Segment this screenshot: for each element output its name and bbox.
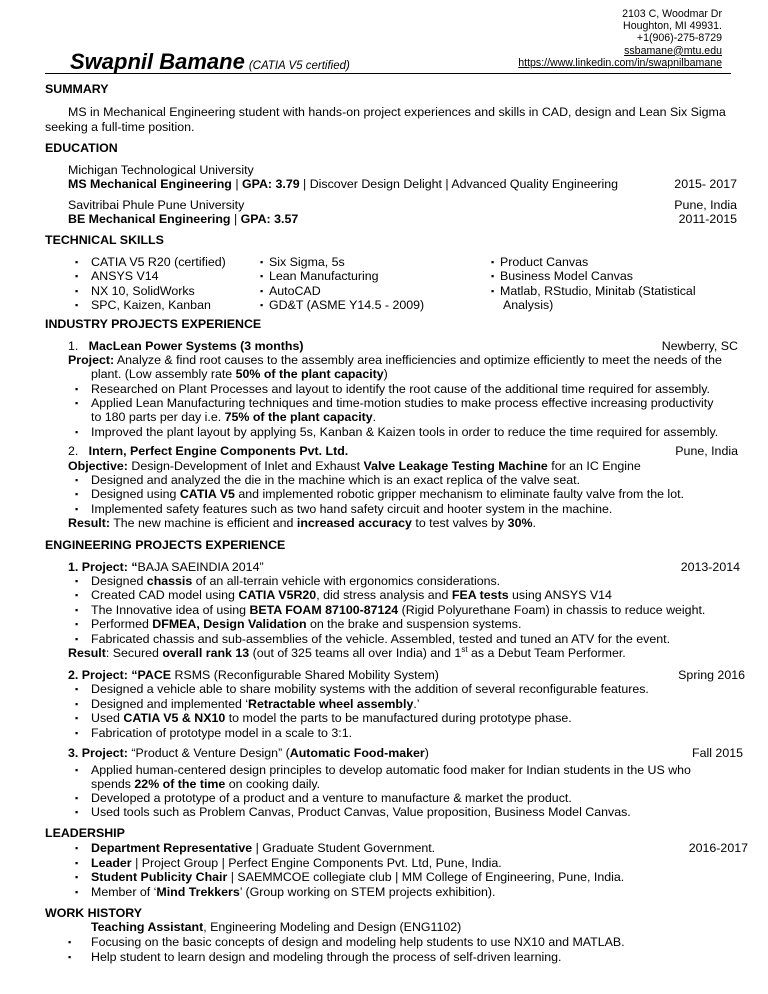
- leadership-heading: LEADERSHIP: [45, 826, 125, 840]
- email-link[interactable]: ssbamane@mtu.edu: [624, 44, 722, 57]
- skill-item: Matlab, RStudio, Minitab (Statistical: [500, 284, 696, 298]
- bullet: ▪: [75, 765, 79, 775]
- text: | Graduate Student Government.: [252, 841, 436, 855]
- text: using ANSYS V14: [508, 588, 612, 602]
- highlight: Teaching Assistant: [91, 920, 204, 934]
- bullet: ▪: [75, 427, 79, 437]
- list-item: Applied Lean Manufacturing techniques and time-motion studies to make process effective increasing productivity: [91, 396, 714, 410]
- skills-heading: TECHNICAL SKILLS: [45, 233, 164, 247]
- highlight: PACE: [137, 668, 172, 682]
- text: for an IC Engine: [547, 459, 641, 473]
- text: : Secured: [105, 646, 163, 660]
- text: Used: [91, 711, 124, 725]
- project-result: [68, 646, 626, 660]
- list-item: Developed a prototype of a product and a venture to manufacture & market the product.: [91, 791, 572, 805]
- label: Objective:: [68, 459, 128, 473]
- highlight: 50% of the plant capacity: [235, 367, 384, 381]
- highlight: BETA FOAM 87100-87124: [249, 603, 399, 617]
- bullet: ▪: [75, 384, 79, 394]
- contact-block: [518, 8, 722, 69]
- highlight: 22% of the time: [134, 777, 226, 791]
- be-sep: |: [230, 212, 241, 226]
- text: .’: [413, 697, 420, 711]
- list-item: [91, 841, 435, 855]
- project-result: [68, 516, 536, 530]
- engineering-project-2-title: [68, 668, 439, 682]
- be-location: Pune, India: [674, 198, 737, 212]
- text: The Innovative idea of using: [91, 603, 250, 617]
- skill-item: NX 10, SolidWorks: [91, 284, 195, 298]
- bullet: ▪: [68, 937, 72, 947]
- list-item: Implemented safety features such as two hand safety circuit and hooter system in the machine.: [91, 502, 613, 516]
- certification: (CATIA V5 certified): [248, 60, 350, 72]
- text: Performed: [91, 617, 153, 631]
- text: to test valves by: [411, 516, 508, 530]
- text: Member of ‘: [91, 885, 157, 899]
- ms-gpa: GPA: 3.79: [241, 177, 300, 191]
- summary-line-2: seeking a full-time position.: [45, 120, 195, 134]
- bullet: ▪: [75, 872, 79, 882]
- highlight: chassis: [146, 574, 193, 588]
- list-item: Used tools such as Problem Canvas, Product Canvas, Value proposition, Business Model Canvas.: [91, 805, 631, 819]
- engineering-project-1-title: [68, 560, 264, 574]
- header-divider: [45, 73, 731, 74]
- bullet: ▪: [75, 590, 79, 600]
- text: and implemented robotic gripper mechanism to eliminate faulty valve from the lot.: [234, 487, 684, 501]
- highlight: CATIA V5R20: [238, 588, 317, 602]
- list-item: [91, 617, 521, 631]
- project-location: Pune, India: [675, 444, 738, 458]
- skill-item: SPC, Kaizen, Kanban: [91, 298, 211, 312]
- ms-school: Michigan Technological University: [68, 163, 254, 177]
- bullet: ▪: [260, 286, 264, 296]
- title: “Product & Venture Design” (: [127, 746, 290, 760]
- highlight: Mind Trekkers: [156, 885, 240, 899]
- summary-heading: SUMMARY: [45, 82, 109, 96]
- title: BAJA SAEINDIA 2014”: [137, 560, 264, 574]
- skill-item: Analysis): [503, 298, 554, 312]
- highlight: overall rank 13: [162, 646, 250, 660]
- bullet: ▪: [75, 475, 79, 485]
- work-history-heading: WORK HISTORY: [45, 906, 143, 920]
- list-item: Designed a vehicle able to share mobility systems with the addition of several reconfigurable features.: [91, 682, 649, 696]
- bullet: ▪: [491, 286, 495, 296]
- bullet: ▪: [75, 684, 79, 694]
- project-years: Spring 2016: [678, 668, 745, 682]
- list-item: [91, 856, 502, 870]
- text: .: [532, 516, 536, 530]
- highlight: 75% of the plant capacity: [224, 410, 373, 424]
- ms-degree: MS Mechanical Engineering: [68, 177, 232, 191]
- leadership-years: 2016-2017: [688, 841, 748, 855]
- industry-project-2-title: [68, 444, 348, 458]
- text: of an all-terrain vehicle with ergonomics considerations.: [192, 574, 501, 588]
- label: Result:: [68, 516, 110, 530]
- job-title: [91, 920, 461, 934]
- be-gpa: GPA: 3.57: [240, 212, 299, 226]
- list-item: [91, 870, 624, 884]
- bullet: ▪: [260, 257, 264, 267]
- text: to model the parts to be manufactured during prototype phase.: [225, 711, 572, 725]
- skill-item: Lean Manufacturing: [269, 269, 379, 283]
- bullet: ▪: [75, 286, 79, 296]
- highlight: Department Representative: [91, 841, 253, 855]
- project-number: 2.: [68, 444, 79, 458]
- project-years: 2013-2014: [680, 560, 740, 574]
- list-item: [91, 487, 684, 501]
- highlight: increased accuracy: [296, 516, 412, 530]
- list-item: [91, 574, 500, 588]
- linkedin-link[interactable]: https://www.linkedin.com/in/swapnilbamane: [518, 56, 722, 69]
- bullet: ▪: [75, 398, 79, 408]
- highlight: CATIA V5 & NX10: [123, 711, 226, 725]
- list-item: [91, 588, 612, 602]
- label: 3. Project:: [68, 746, 128, 760]
- be-degree: BE Mechanical Engineering: [68, 212, 231, 226]
- title: ): [424, 746, 429, 760]
- summary-line-1: MS in Mechanical Engineering student with hands-on project experiences and skills in CAD, design and Lean Six Sigma: [68, 105, 726, 119]
- list-item: Fabricated chassis and sub-assemblies of the vehicle. Assembled, tested and tuned an ATV for the event.: [91, 632, 671, 646]
- text: .: [372, 410, 377, 424]
- bullet: ▪: [75, 699, 79, 709]
- text: Design-Development of Inlet and Exhaust: [127, 459, 364, 473]
- text: on the brake and suspension systems.: [306, 617, 522, 631]
- text: Designed using: [91, 487, 180, 501]
- label: 1. Project: “: [68, 560, 138, 574]
- list-item: [91, 885, 495, 899]
- text: | SAEMMCOE collegiate club | MM College of Engineering, Pune, India.: [227, 870, 625, 884]
- be-years: 2011-2015: [678, 212, 737, 226]
- ms-sep: |: [231, 177, 242, 191]
- address-line-1: 2103 C, Woodmar Dr: [622, 8, 722, 20]
- bullet: ▪: [260, 300, 264, 310]
- be-degree-line: [68, 212, 298, 226]
- skill-item: CATIA V5 R20 (certified): [91, 255, 226, 269]
- text: Designed: [91, 574, 147, 588]
- text: , Engineering Modeling and Design (ENG1102): [203, 920, 462, 934]
- title: RSMS (Reconfigurable Shared Mobility System): [171, 668, 439, 682]
- text: on cooking daily.: [225, 777, 321, 791]
- education-heading: EDUCATION: [45, 141, 118, 155]
- highlight: FEA tests: [451, 588, 509, 602]
- bullet: ▪: [75, 728, 79, 738]
- bullet: ▪: [75, 858, 79, 868]
- label: Result: [68, 646, 106, 660]
- text: Created CAD model using: [91, 588, 239, 602]
- industry-heading: INDUSTRY PROJECTS EXPERIENCE: [45, 317, 262, 331]
- list-item-cont: [91, 410, 376, 424]
- project-years: Fall 2015: [692, 746, 743, 760]
- text: as a Debut Team Performer.: [467, 646, 626, 660]
- bullet: ▪: [68, 952, 72, 962]
- company: MacLean Power Systems (3 months): [88, 339, 304, 353]
- bullet: ▪: [75, 619, 79, 629]
- text: | Project Group | Perfect Engine Components Pvt. Ltd, Pune, India.: [131, 856, 502, 870]
- skill-item: AutoCAD: [269, 284, 321, 298]
- text: (Rigid Polyurethane Foam) in chassis to reduce weight.: [398, 603, 706, 617]
- highlight: Valve Leakage Testing Machine: [363, 459, 548, 473]
- superscript: st: [461, 644, 468, 654]
- highlight: CATIA V5: [179, 487, 235, 501]
- industry-project-1-title: [68, 339, 304, 353]
- highlight: Leader: [91, 856, 132, 870]
- list-item: [91, 697, 420, 711]
- engineering-project-3-title: [68, 746, 429, 760]
- text: plant. (Low assembly rate: [91, 367, 236, 381]
- text: Analyze & find root causes to the assembly area inefficiencies and optimize efficiently to meet the needs of the: [114, 353, 722, 367]
- bullet: ▪: [75, 887, 79, 897]
- list-item: Designed and analyzed the die in the machine which is an exact replica of the valve seat.: [91, 473, 581, 487]
- list-item: Applied human-centered design principles to develop automatic food maker for Indian students in the US who: [91, 763, 691, 777]
- text: The new machine is efficient and: [110, 516, 297, 530]
- bullet: ▪: [75, 634, 79, 644]
- list-item: [91, 603, 705, 617]
- bullet: ▪: [75, 713, 79, 723]
- address-line-2: Houghton, MI 49931.: [623, 20, 722, 33]
- ms-years: 2015- 2017: [674, 177, 737, 191]
- label: 2. Project: “: [68, 668, 138, 682]
- ms-degree-line: [68, 177, 618, 191]
- bullet: ▪: [75, 489, 79, 499]
- text: Designed and implemented ‘: [91, 697, 249, 711]
- engineering-heading: ENGINEERING PROJECTS EXPERIENCE: [45, 538, 286, 552]
- list-item: Fabrication of prototype model in a scale to 3:1.: [91, 726, 353, 740]
- company: Intern, Perfect Engine Components Pvt. Ltd.: [88, 444, 349, 458]
- text: , did stress analysis and: [316, 588, 452, 602]
- bullet: ▪: [75, 504, 79, 514]
- highlight: Automatic Food-maker: [289, 746, 425, 760]
- be-school: Savitribai Phule Pune University: [68, 198, 245, 212]
- bullet: ▪: [75, 576, 79, 586]
- text: ): [383, 367, 388, 381]
- bullet: ▪: [75, 605, 79, 615]
- ms-details: | Discover Design Delight | Advanced Quality Engineering: [299, 177, 619, 191]
- bullet: ▪: [75, 807, 79, 817]
- list-item: Help student to learn design and modeling through the process of self-driven learning.: [91, 950, 562, 964]
- phone: +1(906)-275-8729: [636, 32, 722, 45]
- skill-item: ANSYS V14: [91, 269, 159, 283]
- bullet: ▪: [260, 271, 264, 281]
- text: to 180 parts per day i.e.: [91, 410, 225, 424]
- skill-item: GD&T (ASME Y14.5 - 2009): [269, 298, 425, 312]
- candidate-name: [70, 49, 350, 79]
- bullet: ▪: [75, 271, 79, 281]
- label: Project:: [68, 353, 115, 367]
- text: ’ (Group working on STEM projects exhibition).: [239, 885, 496, 899]
- project-objective: [68, 459, 641, 473]
- bullet: ▪: [491, 257, 495, 267]
- project-description-cont: [91, 367, 388, 381]
- bullet: ▪: [75, 300, 79, 310]
- project-description: [68, 353, 722, 367]
- skill-item: Business Model Canvas: [500, 269, 633, 283]
- list-item: Researched on Plant Processes and layout to identify the root cause of the additional time required for assembly.: [91, 382, 710, 396]
- bullet: ▪: [75, 843, 79, 853]
- highlight: Retractable wheel assembly: [248, 697, 414, 711]
- highlight: 30%: [507, 516, 533, 530]
- bullet: ▪: [491, 271, 495, 281]
- list-item: Improved the plant layout by applying 5s, Kanban & Kaizen tools in order to reduce the time required for assembly.: [91, 425, 719, 439]
- project-location: Newberry, SC: [661, 339, 738, 353]
- list-item: Focusing on the basic concepts of design and modeling help students to use NX10 and MATLAB.: [91, 935, 625, 949]
- bullet: ▪: [75, 793, 79, 803]
- skill-item: Product Canvas: [500, 255, 589, 269]
- bullet: ▪: [75, 257, 79, 267]
- highlight: Student Publicity Chair: [91, 870, 228, 884]
- project-number: 1.: [68, 339, 79, 353]
- list-item-cont: [91, 777, 320, 791]
- highlight: DFMEA, Design Validation: [152, 617, 307, 631]
- text: spends: [91, 777, 135, 791]
- skill-item: Six Sigma, 5s: [269, 255, 345, 269]
- list-item: [91, 711, 572, 725]
- text: (out of 325 teams all over India) and 1: [249, 646, 462, 660]
- name-text: Swapnil Bamane: [70, 49, 245, 74]
